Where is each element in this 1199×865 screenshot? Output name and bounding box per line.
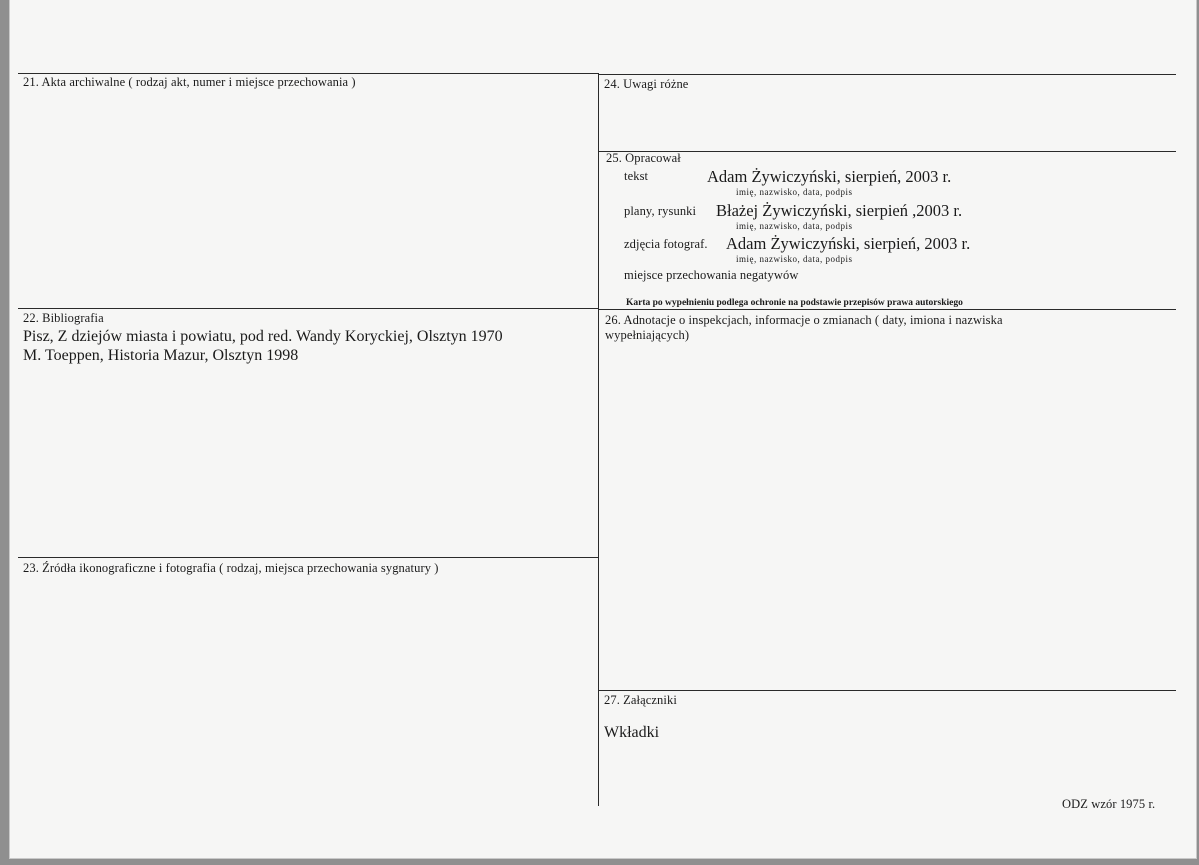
column-divider [598, 73, 599, 806]
form-card [10, 0, 1196, 858]
section-23-label: 23. Źródła ikonograficzne i fotografia ( rodzaj, miejsca przechowania sygnatury ) [23, 561, 439, 575]
author-role-plans: plany, rysunki [624, 204, 697, 218]
author-role-text: tekst [624, 169, 649, 183]
form-version: ODZ wzór 1975 r. [1062, 797, 1156, 811]
negatives-location-label: miejsce przechowania negatywów [624, 268, 799, 282]
section-22-label: 22. Bibliografia [23, 311, 104, 325]
section-27-label: 27. Załączniki [604, 693, 677, 707]
section-24-label: 24. Uwagi różne [604, 77, 689, 91]
section-26-label-line1: 26. Adnotacje o inspekcjach, informacje o zmianach ( daty, imiona i nazwiska [605, 313, 1003, 327]
author-text-value: Adam Żywiczyński, sierpień, 2003 r. [707, 167, 952, 186]
bibliography-entry-2: M. Toeppen, Historia Mazur, Olsztyn 1998 [23, 347, 299, 364]
author-hint-1: imię, nazwisko, data, podpis [736, 187, 853, 197]
author-hint-3: imię, nazwisko, data, podpis [736, 254, 853, 264]
author-photos-value: Adam Żywiczyński, sierpień, 2003 r. [726, 234, 971, 253]
section-25-label: 25. Opracował [606, 151, 681, 165]
divider-top-right [599, 74, 1176, 75]
author-hint-2: imię, nazwisko, data, podpis [736, 221, 853, 231]
divider-22-23 [18, 557, 599, 558]
divider-21-22 [18, 308, 599, 309]
attachments-value: Wkładki [604, 724, 660, 741]
divider-25-26 [599, 309, 1176, 310]
divider-24-25 [599, 151, 1176, 152]
author-plans-value: Błażej Żywiczyński, sierpień ,2003 r. [716, 201, 963, 220]
author-role-photos: zdjęcia fotograf. [624, 237, 708, 251]
divider-top-left [18, 73, 599, 74]
section-21-label: 21. Akta archiwalne ( rodzaj akt, numer i miejsce przechowania ) [23, 75, 356, 89]
section-26-label-line2: wypełniających) [605, 328, 690, 342]
copyright-notice: Karta po wypełnieniu podlega ochronie na podstawie przepisów prawa autorskiego [626, 298, 963, 308]
bibliography-entry-1: Pisz, Z dziejów miasta i powiatu, pod red. Wandy Koryckiej, Olsztyn 1970 [23, 328, 503, 345]
divider-26-27 [599, 690, 1176, 691]
